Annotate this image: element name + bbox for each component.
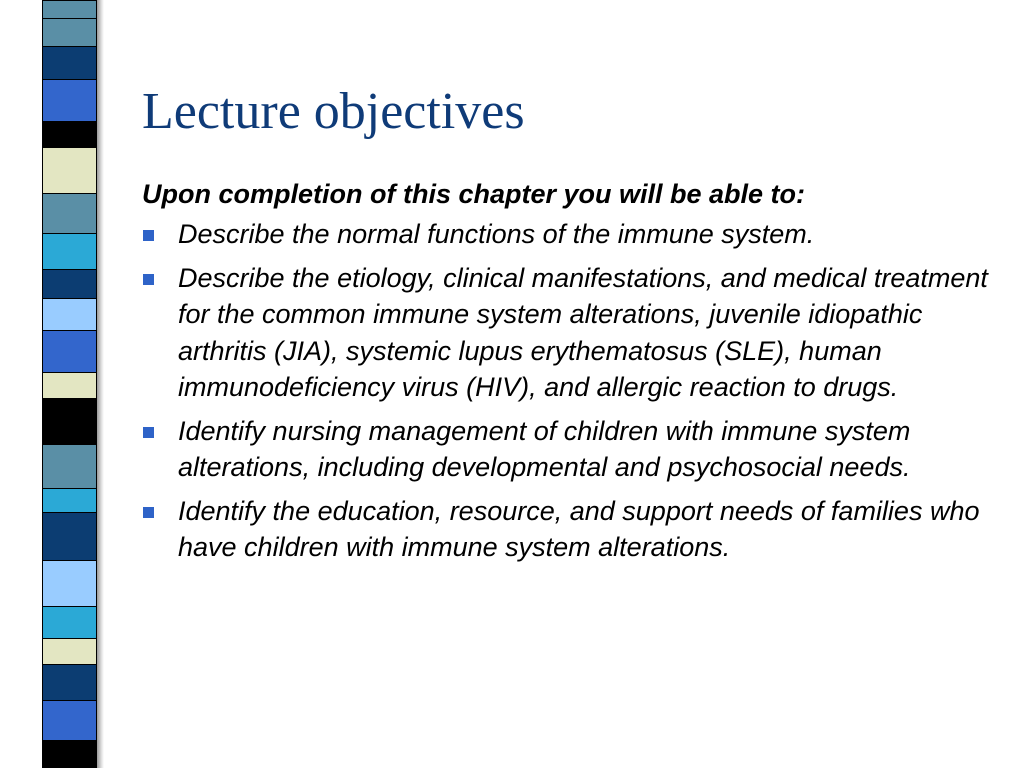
stripe-block <box>43 18 96 46</box>
stripe-block <box>43 269 96 298</box>
square-bullet-icon <box>143 427 154 438</box>
stripe-block <box>43 700 96 740</box>
stripe-block <box>43 664 96 700</box>
bullet-text: Describe the normal functions of the immune system. <box>178 219 815 249</box>
list-item <box>142 413 1002 486</box>
decorative-color-stripe <box>42 0 97 768</box>
stripe-block <box>43 560 96 606</box>
stripe-block <box>43 488 96 512</box>
stripe-block <box>43 740 96 768</box>
square-bullet-icon <box>143 507 154 518</box>
stripe-block <box>43 193 96 233</box>
slide-body <box>142 176 1002 573</box>
stripe-shadow <box>97 0 104 768</box>
list-item <box>142 260 1002 406</box>
stripe-block <box>43 46 96 79</box>
stripe-block <box>43 298 96 330</box>
stripe-block <box>43 512 96 560</box>
slide-title: Lecture objectives <box>142 83 525 140</box>
stripe-block <box>43 638 96 664</box>
stripe-block <box>43 0 96 18</box>
objectives-list <box>142 216 1002 566</box>
square-bullet-icon <box>143 274 154 285</box>
list-item <box>142 216 1002 253</box>
stripe-block <box>43 398 96 444</box>
stripe-block <box>43 372 96 398</box>
square-bullet-icon <box>143 230 154 241</box>
stripe-block <box>43 444 96 488</box>
stripe-block <box>43 330 96 372</box>
bullet-text: Identify the education, resource, and support needs of families who have children with immune system alterations. <box>178 495 980 562</box>
stripe-block <box>43 606 96 638</box>
stripe-block <box>43 79 96 121</box>
bullet-text: Identify nursing management of children with immune system alterations, including developmental and psychosocial needs. <box>178 415 911 482</box>
bullet-text: Describe the etiology, clinical manifestations, and medical treatment for the common immune system alterations, juvenile idiopathic arthritis (JIA), systemic lupus erythematosus (SLE), human immunodeficiency virus (HIV), and allergic reaction to drugs. <box>178 262 988 402</box>
stripe-block <box>43 147 96 193</box>
stripe-block <box>43 121 96 147</box>
list-item <box>142 493 1002 566</box>
intro-text: Upon completion of this chapter you will be able to: <box>142 179 806 209</box>
stripe-block <box>43 233 96 269</box>
